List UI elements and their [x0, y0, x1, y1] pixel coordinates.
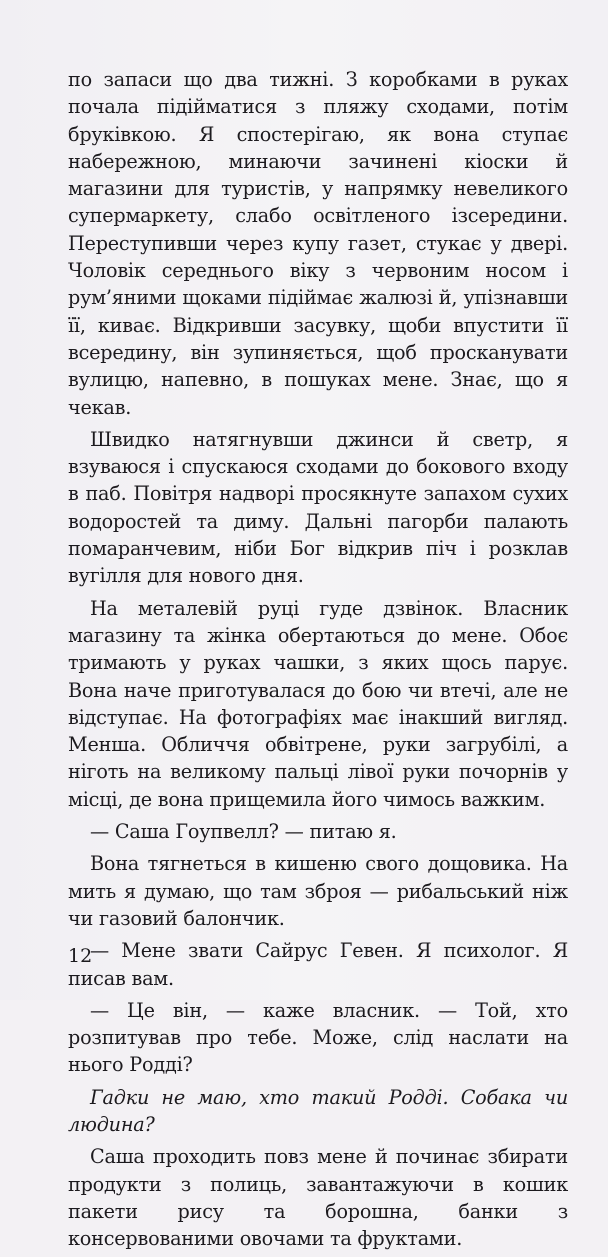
paragraph-3: На металевій руці гуде дзвінок. Власник магазину та жінка обертаються до мене. Обоє тримають у руках чашки, з яких щось парує. Вона наче приготувалася до бою чи втечі, але не відступає. На фотографіях має інакший вигляд. Менша. Обличчя обвітрене, руки загрубілі, а ніготь на великому пальці лівої руки почорнів у місці, де вона прищемила його чимось важким.	[68, 596, 568, 811]
paragraph-9: Саша проходить повз мене й починає збирати продукти з полиць, завантажуючи в кошик пакети рису та борошна, банки з консервованими овочами та фруктами.	[68, 1145, 568, 1251]
paragraph-7: — Це він, — каже власник. — Той, хто розпитував про тебе. Може, слід наслати на нього Родді?	[68, 998, 568, 1077]
paragraph-8: Гадки не маю, хто такий Родді. Собака чи людина?	[68, 1085, 568, 1136]
page-number: 12	[68, 945, 93, 967]
paragraph-2: Швидко натягнувши джинси й светр, я взуваюся і спускаюся сходами до бокового входу в паб. Повітря надворі просякнуте запахом сухих водоростей та диму. Дальні пагорби палають помаранчевим, ніби Бог відкрив піч і розклав вугілля для нового дня.	[68, 427, 568, 588]
paragraph-4: — Саша Гоупвелл? — питаю я.	[90, 820, 397, 844]
body-text	[68, 66, 568, 1257]
paragraph-6: — Мене звати Сайрус Гевен. Я психолог. Я писав вам.	[68, 939, 568, 990]
paragraph-5: Вона тягнеться в кишеню свого дощовика. На мить я думаю, що там зброя — рибальський ніж чи газовий балончик.	[68, 852, 568, 930]
paragraph-1: по запаси що два тижні. З коробками в руках почала підійматися з пляжу сходами, потім бруківкою. Я спостерігаю, як вона ступає набережною, минаючи зачинені кіоски й магазини для туристів, у напрямку невеликого супермаркету, слабо освітленого ізсередини. Переступивши через купу газет, стукає у двері. Чоловік середнього віку з червоним носом і рум’яними щоками підіймає жалюзі й, упізнавши її, киває. Відкривши засувку, щоби впустити її всередину, він зупиняється, щоб просканувати вулицю, напевно, в пошуках мене. Знає, що я чекав.	[68, 68, 568, 419]
